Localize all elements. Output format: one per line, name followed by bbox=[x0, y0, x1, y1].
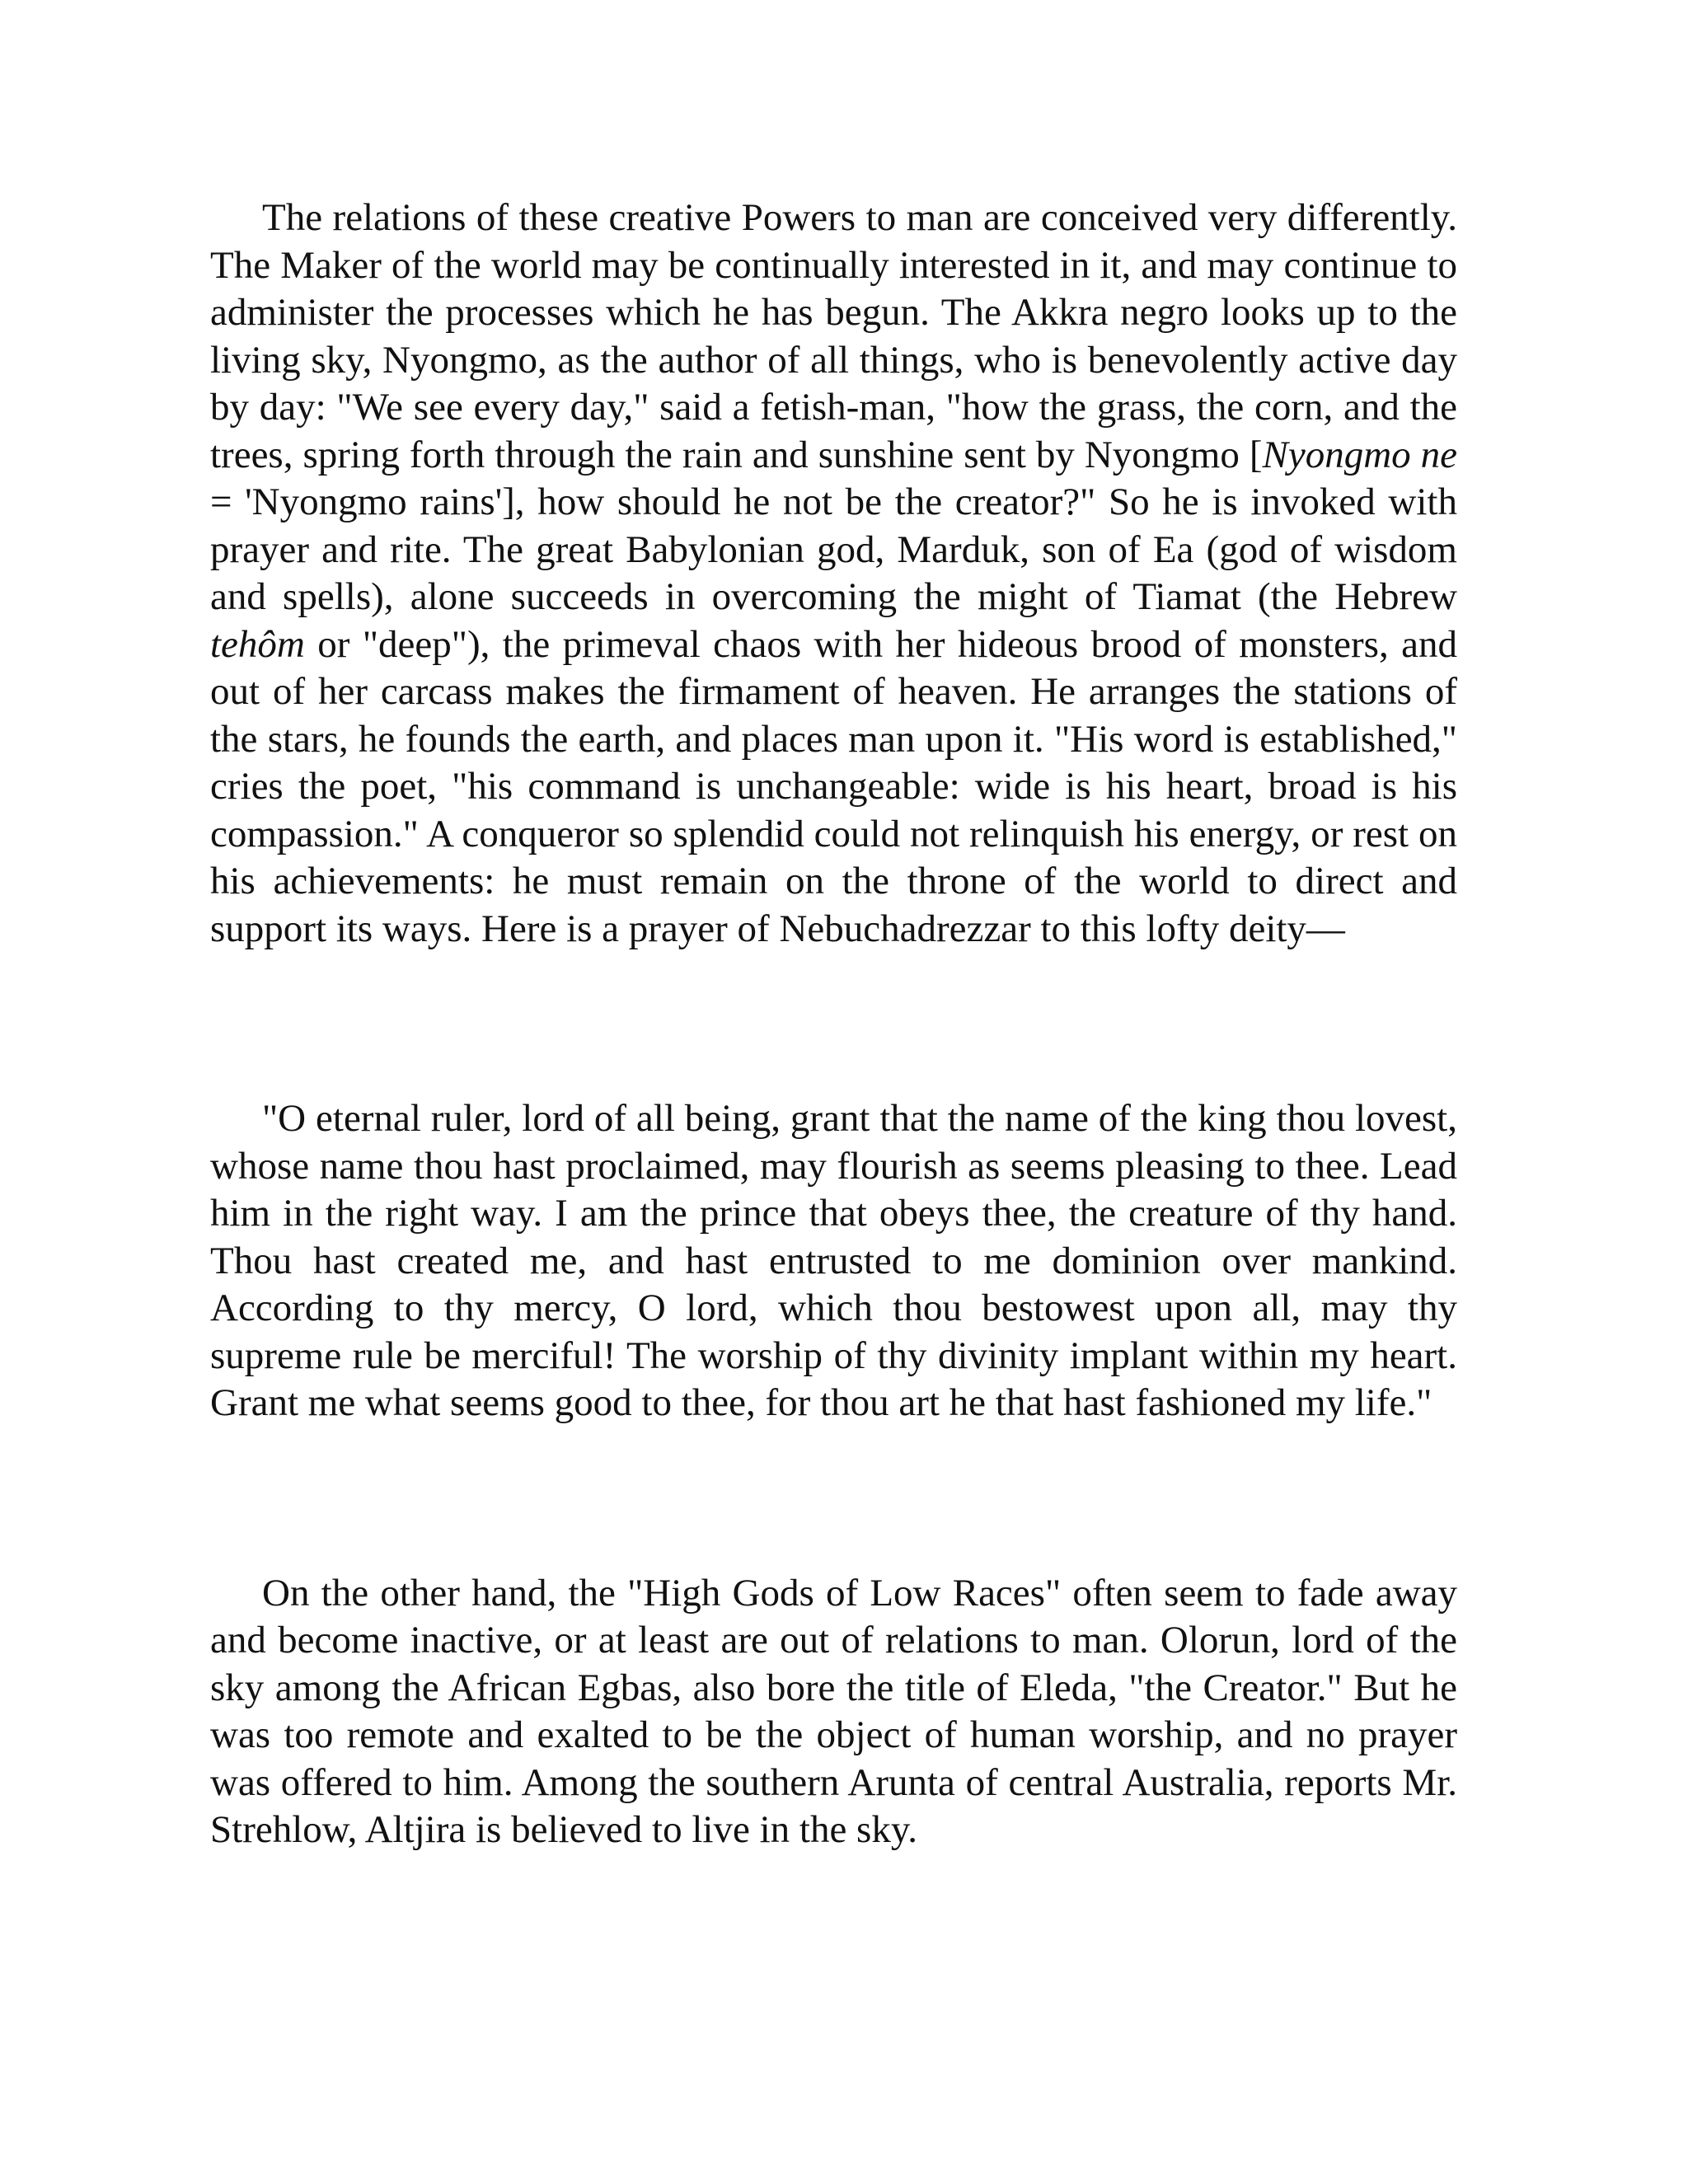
italic-word-tehom: tehôm bbox=[210, 622, 305, 666]
text-segment: = 'Nyongmo rains'], how should he not be the creator?" So he is invoked with prayer and rite. The great Babylonian god, Marduk, son of Ea (god of wisdom and spells), alone succeeds in overcoming the might of Tiamat (the Hebrew bbox=[210, 480, 1457, 618]
text-segment: On the other hand, the "High Gods of Low Races" often seem to fade away and become inactive, or at least are out of relations to man. Olorun, lord of the sky among the African Egbas, also bore the title of Eleda, "the Creator." But he was too remote and exalted to be the object of human worship, and no prayer was offered to him. Among the southern Arunta of central Australia, reports Mr. Strehlow, Altjira is believed to live in the sky. bbox=[210, 1571, 1457, 1851]
paragraph-prayer-quotation bbox=[210, 1095, 1457, 1427]
text-segment: The relations of these creative Powers to man are conceived very differently. The Maker of the world may be continually interested in it, and may continue to administer the processes which he has begun. The Akkra negro looks up to the living sky, Nyongmo, as the author of all things, who is benevolently active day by day: "We see every day," said a fetish-man, "how the grass, the corn, and the trees, spring forth through the rain and sunshine sent by Nyongmo [ bbox=[210, 196, 1457, 476]
italic-phrase-nyongmo-ne: Nyongmo ne bbox=[1262, 433, 1457, 476]
document-page bbox=[210, 194, 1457, 1854]
text-segment: "O eternal ruler, lord of all being, grant that the name of the king thou lovest, whose name thou hast proclaimed, may flourish as seems pleasing to thee. Lead him in the right way. I am the prince that obeys thee, the creature of thy hand. Thou hast created me, and hast entrusted to me dominion over mankind. According to thy mercy, O lord, which thou bestowest upon all, may thy supreme rule be merciful! The worship of thy divinity implant within my heart. Grant me what seems good to thee, for thou art he that hast fashioned my life." bbox=[210, 1097, 1457, 1424]
paragraph-high-gods bbox=[210, 1570, 1457, 1854]
text-segment: or "deep"), the primeval chaos with her hideous brood of monsters, and out of her carcass makes the firmament of heaven. He arranges the stations of the stars, he founds the earth, and places man upon it. "His word is established," cries the poet, "his command is unchangeable: wide is his heart, broad is his compassion." A conqueror so splendid could not relinquish his energy, or rest on his achievements: he must remain on the throne of the world to direct and support its ways. Here is a prayer of Nebuchadrezzar to this lofty deity— bbox=[210, 622, 1457, 950]
paragraph-creative-powers bbox=[210, 194, 1457, 953]
